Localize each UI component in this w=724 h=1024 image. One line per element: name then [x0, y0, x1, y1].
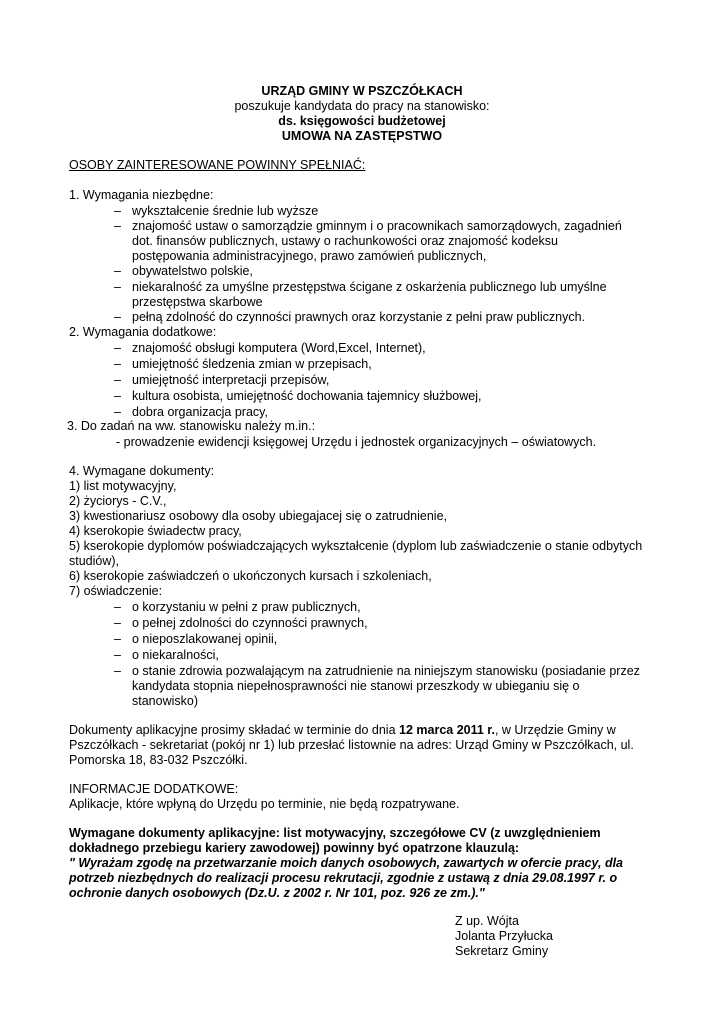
intro-heading: OSOBY ZAINTERESOWANE POWINNY SPEŁNIAĆ: [69, 158, 366, 172]
document-item: 2) życiorys - C.V., [69, 494, 167, 508]
list-dash: – [114, 648, 121, 662]
list-item: o niekaralności, [132, 648, 219, 662]
document-item: 3) kwestionariusz osobowy dla osoby ubiegajacej się o zatrudnienie, [69, 509, 447, 523]
signature-name: Jolanta Przyłucka [455, 929, 553, 943]
signature-line: Z up. Wójta [455, 914, 519, 928]
signature-role: Sekretarz Gminy [455, 944, 549, 958]
list-item: umiejętność interpretacji przepisów, [132, 373, 330, 387]
list-item-cont: stanowisko) [132, 694, 198, 708]
list-dash: – [114, 405, 121, 419]
document-item: 7) oświadczenie: [69, 584, 163, 598]
list-item: znajomość ustaw o samorządzie gminnym i o pracownikach samorządowych, zagadnień [132, 219, 622, 233]
office-name: URZĄD GMINY W PSZCZÓŁKACH [261, 84, 463, 98]
list-dash: – [114, 616, 121, 630]
additional-info-text: Aplikacje, które wpłyną do Urzędu po terminie, nie będą rozpatrywane. [69, 797, 460, 811]
document-item: 4) kserokopie świadectw pracy, [69, 524, 242, 538]
list-item-cont: postępowania administracyjnego, prawo zamówień publicznych, [132, 249, 487, 263]
list-item: znajomość obsługi komputera (Word,Excel, Internet), [132, 341, 426, 355]
list-item: o stanie zdrowia pozwalającym na zatrudnienie na niniejszym stanowisku (posiadanie przez [132, 664, 640, 678]
list-item-cont: kandydata stopnia niepełnosprawności nie stanowi przeszkody w ubieganiu się o [132, 679, 580, 693]
deadline-line-2: Pszczółkach - sekretariat (pokój nr 1) lub przesłać listownie na adres: Urząd Gminy w Pszczółkach, ul. [69, 738, 634, 752]
list-dash: – [114, 600, 121, 614]
clause-intro: dokładnego przebiegu kariery zawodowej) powinny być opatrzone klauzulą: [69, 841, 520, 855]
list-dash: – [114, 341, 121, 355]
list-item: umiejętność śledzenia zmian w przepisach, [132, 357, 372, 371]
deadline-line-3: Pomorska 18, 83-032 Pszczółki. [69, 753, 248, 767]
list-item: pełną zdolność do czynności prawnych oraz korzystanie z pełni praw publicznych. [132, 310, 586, 324]
list-dash: – [114, 204, 121, 218]
deadline-text-post: , w Urzędzie Gminy w [494, 723, 616, 737]
clause-intro: Wymagane dokumenty aplikacyjne: list motywacyjny, szczegółowe CV (z uwzględnieniem [69, 826, 601, 840]
list-dash: – [114, 264, 121, 278]
section-1-title: 1. Wymagania niezbędne: [69, 188, 214, 202]
section-3-title: 3. Do zadań na ww. stanowisku należy m.in.: [67, 419, 316, 433]
deadline-date: 12 marca 2011 r. [399, 723, 495, 737]
section-3-item: - prowadzenie ewidencji księgowej Urzędu i jednostek organizacyjnych – oświatowych. [116, 435, 597, 449]
list-dash: – [114, 357, 121, 371]
list-item-cont: dot. finansów publicznych, ustawy o rachunkowości oraz znajomość kodeksu [132, 234, 558, 248]
consent-clause: ochronie danych osobowych (Dz.U. z 2002 r. Nr 101, poz. 926 ze zm.)." [69, 886, 485, 900]
list-dash: – [114, 389, 121, 403]
consent-clause: " Wyrażam zgodę na przetwarzanie moich danych osobowych, zawartych w ofercie pracy, dla [69, 856, 624, 870]
consent-clause: potrzeb niezbędnych do realizacji procesu rekrutacji, zgodnie z ustawą z dnia 29.08.1997 r. o [69, 871, 618, 885]
list-item: niekaralność za umyślne przestępstwa ścigane z oskarżenia publicznego lub umyślne [132, 280, 607, 294]
deadline-text: Dokumenty aplikacyjne prosimy składać w terminie do dnia [69, 723, 400, 737]
list-dash: – [114, 373, 121, 387]
list-item: dobra organizacja pracy, [132, 405, 268, 419]
subtitle: poszukuje kandydata do pracy na stanowisko: [234, 99, 490, 113]
position-title: ds. księgowości budżetowej [278, 114, 446, 128]
list-item: o pełnej zdolności do czynności prawnych, [132, 616, 368, 630]
contract-type: UMOWA NA ZASTĘPSTWO [281, 129, 443, 143]
additional-info-title: INFORMACJE DODATKOWE: [69, 782, 239, 796]
document-item: 1) list motywacyjny, [69, 479, 177, 493]
list-item: o nieposzlakowanej opinii, [132, 632, 278, 646]
list-dash: – [114, 664, 121, 678]
section-4-title: 4. Wymagane dokumenty: [69, 464, 215, 478]
list-dash: – [114, 280, 121, 294]
list-item: o korzystaniu w pełni z praw publicznych, [132, 600, 361, 614]
list-item: obywatelstwo polskie, [132, 264, 253, 278]
list-item: kultura osobista, umiejętność dochowania tajemnicy służbowej, [132, 389, 482, 403]
list-dash: – [114, 632, 121, 646]
list-dash: – [114, 219, 121, 233]
document-item-cont: studiów), [69, 554, 120, 568]
list-item-cont: przestępstwa skarbowe [132, 295, 263, 309]
deadline-line [69, 723, 616, 738]
document-item: 5) kserokopie dyplomów poświadczających wykształcenie (dyplom lub zaświadczenie o stanie odbytych [69, 539, 643, 553]
section-2-title: 2. Wymagania dodatkowe: [69, 325, 217, 339]
list-dash: – [114, 310, 121, 324]
list-item: wykształcenie średnie lub wyższe [132, 204, 319, 218]
document-item: 6) kserokopie zaświadczeń o ukończonych kursach i szkoleniach, [69, 569, 432, 583]
